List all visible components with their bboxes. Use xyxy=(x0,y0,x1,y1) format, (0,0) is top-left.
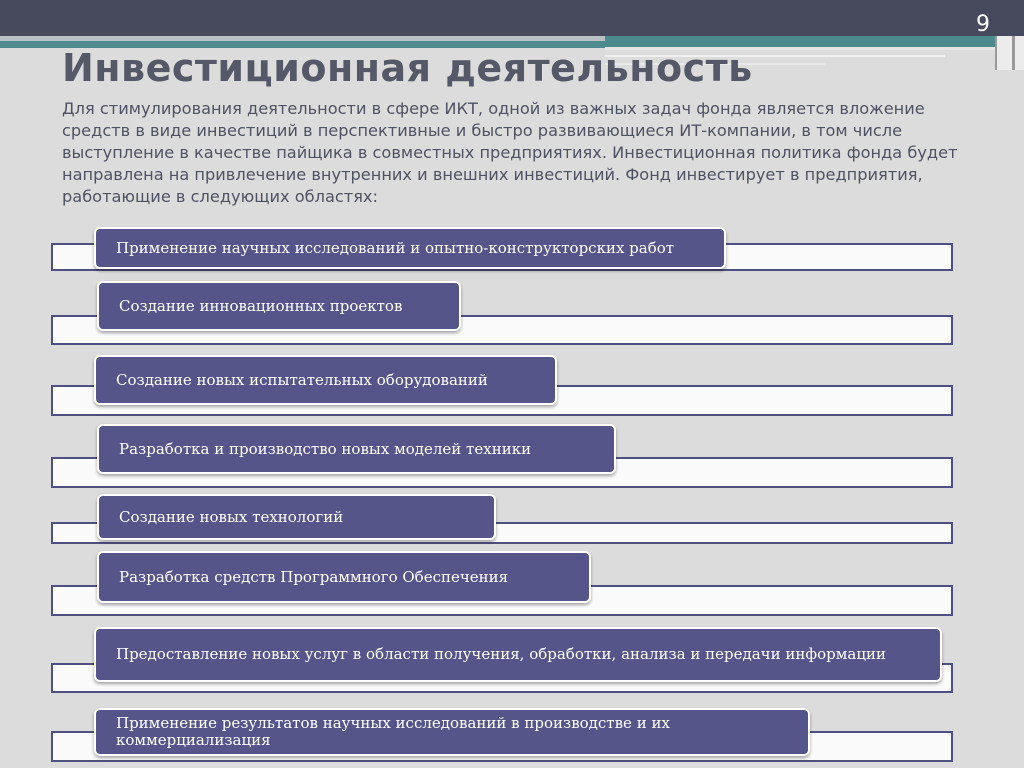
area-label: Разработка и производство новых моделей техники xyxy=(97,424,616,474)
slide-title: Инвестиционная деятельность xyxy=(62,46,753,90)
area-label: Применение научных исследований и опытно-конструкторских работ xyxy=(94,227,726,269)
decor-tab xyxy=(995,36,1024,70)
area-label: Создание инновационных проектов xyxy=(97,281,461,331)
page-number: 9 xyxy=(976,12,990,37)
slide-description: Для стимулирования деятельности в сфере ИКТ, одной из важных задач фонда является вложение средств в виде инвестиций в перспективные и быстро развивающиеся ИТ-компании, в том числе выступление в качестве пайщика в совместных предприятиях. Инвестиционная политика фонда будет направлена на привлечение внутренних и внешних инвестиций. Фонд инвестирует в предприятия, работающие в следующих областях: xyxy=(62,99,958,206)
area-label: Применение результатов научных исследований в производстве и их коммерциализация xyxy=(94,708,810,756)
area-label: Предоставление новых услуг в области получения, обработки, анализа и передачи информации xyxy=(94,627,942,682)
decor-tab-line xyxy=(1012,36,1015,70)
area-label: Создание новых испытательных оборудований xyxy=(94,355,557,405)
area-label: Создание новых технологий xyxy=(97,494,496,540)
top-bar xyxy=(0,0,1024,36)
grey-stripe xyxy=(0,36,605,41)
area-label: Разработка средств Программного Обеспечения xyxy=(97,551,591,603)
